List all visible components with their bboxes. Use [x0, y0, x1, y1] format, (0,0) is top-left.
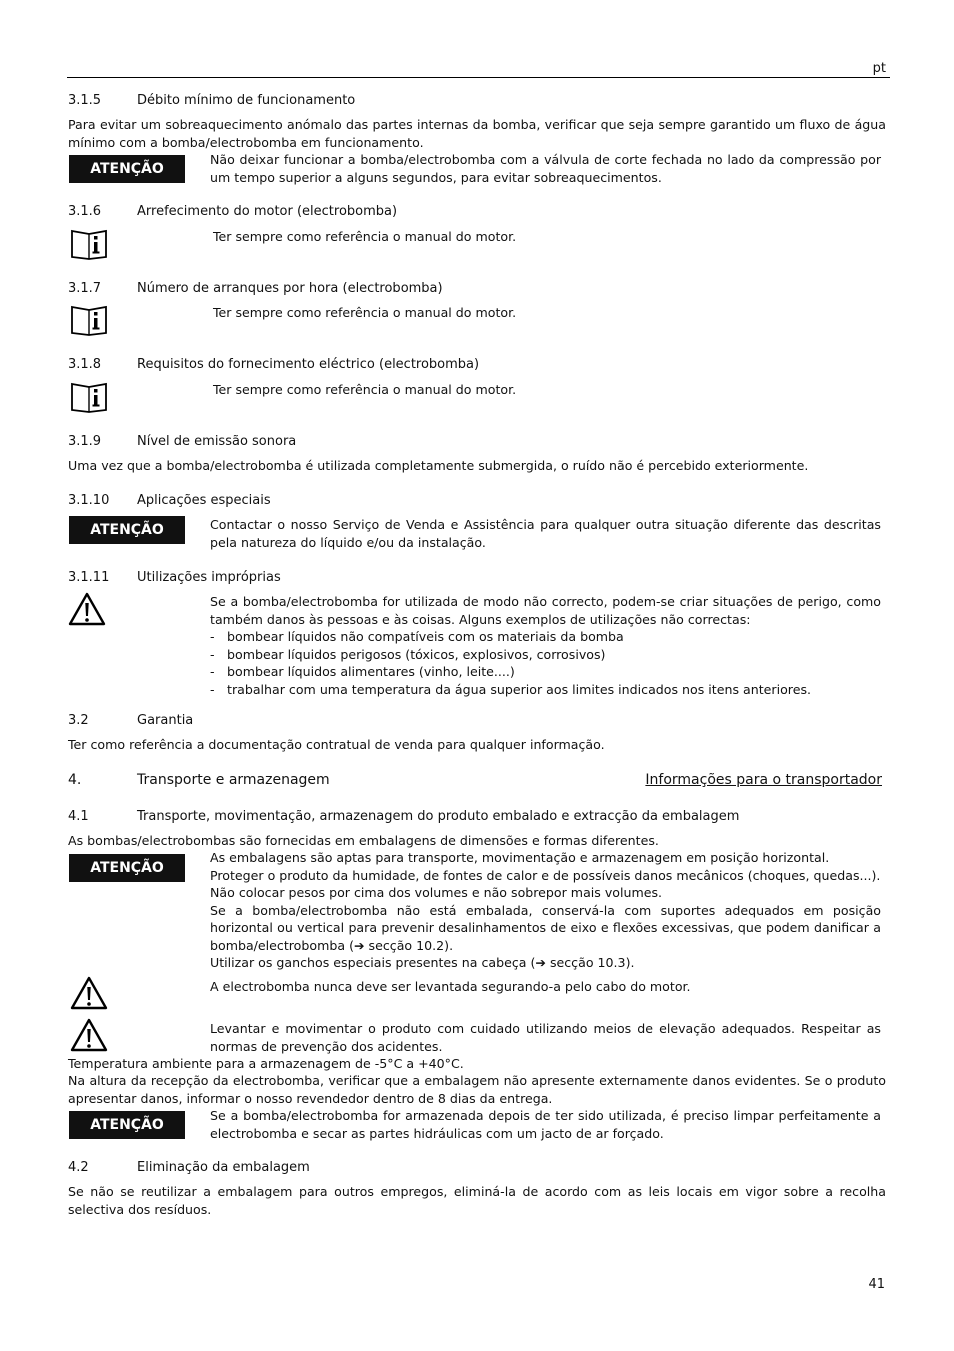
- paragraph: Uma vez que a bomba/electrobomba é utilizada completamente submergida, o ruído não é percebido exteriormente.: [68, 458, 809, 473]
- manual-reference: Ter sempre como referência o manual do motor.: [213, 382, 517, 397]
- section-number: 4.1: [68, 809, 89, 824]
- note-line: Utilizar os ganchos especiais presentes na cabeça (➔ secção 10.3).: [210, 955, 635, 970]
- section-number: 3.1.9: [68, 434, 102, 449]
- section-title: Eliminação da embalagem: [137, 1160, 310, 1175]
- note-line: Se a bomba/electrobomba não está embalada, conservá-la com suportes adequados em posição horizontal ou vertical para prevenir desalinhamentos de eixo e flexões excessivas, que podem danificar a bomba/electrobomba (➔ secção 10.2).: [210, 902, 881, 953]
- list-item-text: trabalhar com uma temperatura da água superior aos limites indicados nos itens anteriores.: [227, 681, 812, 697]
- section-title: Débito mínimo de funcionamento: [137, 93, 356, 108]
- attention-note: Não deixar funcionar a bomba/electrobomba com a válvula de corte fechada no lado da compressão por um tempo superior a alguns segundos, para evitar sobreaquecimentos.: [210, 152, 881, 185]
- manual-reference: Ter sempre como referência o manual do motor.: [213, 305, 517, 320]
- manual-info-icon: [70, 228, 108, 260]
- header-rule: [67, 77, 890, 78]
- paragraph: Se não se reutilizar a embalagem para outros empregos, eliminá-la de acordo com as leis locais em vigor sobre a recolha selectiva dos resíduos.: [68, 1184, 886, 1217]
- heading-3-1-10: [68, 492, 271, 510]
- heading-3-1-11: [68, 569, 281, 587]
- section-title: Aplicações especiais: [137, 493, 271, 508]
- list-item-text: bombear líquidos perigosos (tóxicos, explosivos, corrosivos): [227, 646, 606, 662]
- paragraph: Para evitar um sobreaquecimento anómalo das partes internas da bomba, verificar que seja sempre garantido um fluxo de água mínimo com a bomba/electrobomba em funcionamento.: [68, 117, 886, 150]
- improper-use-intro: Se a bomba/electrobomba for utilizada de modo não correcto, podem-se criar situações de perigo, como também danos às pessoas e às coisas. Alguns exemplos de utilizações não correctas:: [210, 594, 881, 627]
- section-number: 3.1.11: [68, 570, 110, 585]
- heading-3-1-8: [68, 356, 479, 374]
- attention-badge: ATENÇÃO: [69, 1111, 185, 1139]
- heading-3-1-6: [68, 203, 397, 221]
- heading-3-1-9: [68, 433, 296, 451]
- section-title: Arrefecimento do motor (electrobomba): [137, 204, 398, 219]
- carrier-info-label: Informações para o transportador: [645, 772, 882, 788]
- list-item: - trabalhar com uma temperatura da água superior aos limites indicados nos itens anteriores.: [210, 681, 812, 697]
- section-title: Nível de emissão sonora: [137, 434, 297, 449]
- section-number: 3.1.6: [68, 204, 102, 219]
- section-title: Utilizações impróprias: [137, 570, 281, 585]
- warning-triangle-icon: [70, 1017, 108, 1053]
- list-item-text: bombear líquidos não compatíveis com os materiais da bomba: [227, 629, 624, 644]
- heading-4-2: [68, 1159, 310, 1177]
- section-title: Garantia: [137, 713, 194, 728]
- language-code: pt: [872, 61, 886, 76]
- note-line: Não colocar pesos por cima dos volumes e não sobrepor mais volumes.: [210, 885, 663, 900]
- paragraph: Na altura da recepção da electrobomba, verificar que a embalagem não apresente externamente danos evidentes. Se o produto apresentar danos, informar o nosso revendedor dentro de 8 dias da entrega.: [68, 1073, 886, 1106]
- heading-4-1: [68, 808, 739, 826]
- section-title: Requisitos do fornecimento eléctrico (electrobomba): [137, 357, 480, 372]
- attention-badge: ATENÇÃO: [69, 516, 185, 544]
- note-line: As embalagens são aptas para transporte, movimentação e armazenagem em posição horizontal.: [210, 850, 830, 865]
- attention-note: Se a bomba/electrobomba for armazenada depois de ter sido utilizada, é preciso limpar perfeitamente a electrobomba e secar as partes hidráulicas com um jacto de ar forçado.: [210, 1108, 881, 1141]
- attention-badge: ATENÇÃO: [69, 854, 185, 882]
- warning-triangle-icon: [68, 591, 106, 627]
- section-number: 4.: [68, 772, 82, 788]
- manual-info-icon: [70, 381, 108, 413]
- section-title: Transporte e armazenagem: [137, 772, 330, 788]
- warning-triangle-icon: [70, 975, 108, 1011]
- section-number: 4.2: [68, 1160, 89, 1175]
- packaging-notes: [210, 849, 881, 972]
- section-number: 3.1.7: [68, 281, 102, 296]
- attention-badge: ATENÇÃO: [69, 155, 185, 183]
- list-item: - bombear líquidos perigosos (tóxicos, explosivos, corrosivos): [210, 646, 606, 662]
- heading-3-1-7: [68, 280, 443, 298]
- improper-use-block: [210, 593, 881, 698]
- note-line: Proteger o produto da humidade, de fontes de calor e de possíveis danos mecânicos (choques, quedas...).: [210, 867, 881, 883]
- heading-3-1-5: [68, 92, 355, 110]
- list-item-text: bombear líquidos alimentares (vinho, leite....): [227, 664, 515, 679]
- lifting-warning: Levantar e movimentar o produto com cuidado utilizando meios de elevação adequados. Respeitar as normas de prevenção dos acidentes.: [210, 1021, 881, 1054]
- section-title: Número de arranques por hora (electrobomba): [137, 281, 443, 296]
- section-number: 3.2: [68, 713, 89, 728]
- storage-temperature: Temperatura ambiente para a armazenagem de -5°C a +40°C.: [68, 1056, 464, 1071]
- section-title: Transporte, movimentação, armazenagem do produto embalado e extracção da embalagem: [137, 809, 740, 824]
- list-item: - bombear líquidos não compatíveis com os materiais da bomba: [210, 629, 624, 644]
- section-number: 3.1.10: [68, 493, 110, 508]
- section-number: 3.1.8: [68, 357, 102, 372]
- paragraph: Ter como referência a documentação contratual de venda para qualquer informação.: [68, 737, 605, 752]
- paragraph: As bombas/electrobombas são fornecidas em embalagens de dimensões e formas diferentes.: [68, 833, 659, 848]
- heading-4: [68, 772, 330, 790]
- list-item: - bombear líquidos alimentares (vinho, leite....): [210, 664, 515, 679]
- cable-warning: A electrobomba nunca deve ser levantada segurando-a pelo cabo do motor.: [210, 979, 691, 994]
- heading-3-2: [68, 712, 193, 730]
- page-number: 41: [868, 1277, 885, 1292]
- attention-note: Contactar o nosso Serviço de Venda e Assistência para qualquer outra situação diferente das descritas pela natureza do líquido e/ou da instalação.: [210, 517, 881, 550]
- section-number: 3.1.5: [68, 93, 102, 108]
- manual-info-icon: [70, 304, 108, 336]
- manual-reference: Ter sempre como referência o manual do motor.: [213, 229, 517, 244]
